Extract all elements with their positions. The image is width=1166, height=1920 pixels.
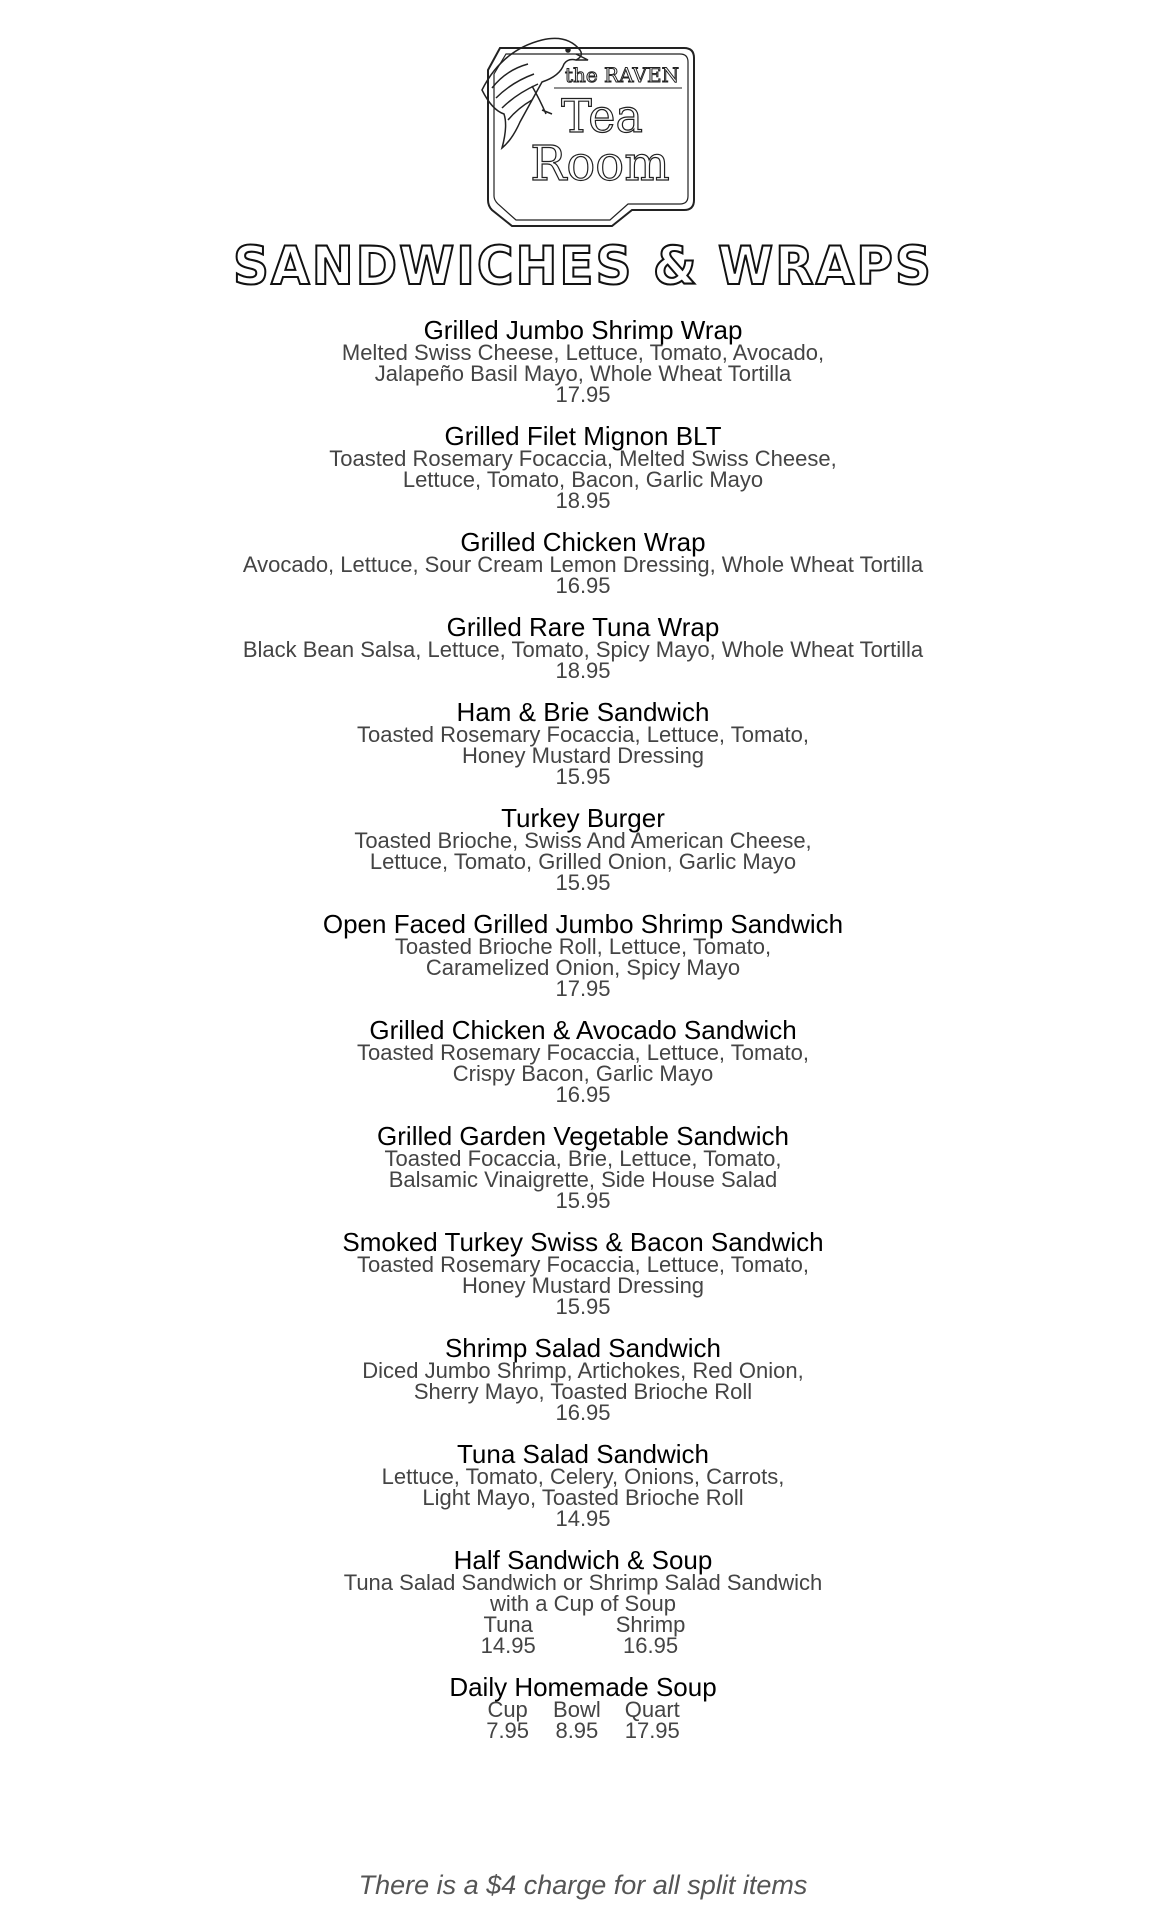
item-price: 15.95 [555, 764, 611, 789]
menu-item [0, 803, 1166, 895]
menu-item [0, 909, 1166, 1001]
price-option-tuna [481, 1614, 536, 1656]
logo-text-raven: the RAVEN [564, 63, 680, 87]
raven-logo [472, 30, 704, 230]
option-label: Tuna [483, 1612, 533, 1637]
option-label: Bowl [553, 1697, 601, 1722]
item-name: Tuna Salad Sandwich [457, 1439, 709, 1469]
menu-item [0, 1439, 1166, 1531]
item-name: Grilled Garden Vegetable Sandwich [377, 1121, 789, 1151]
option-price: 14.95 [480, 1633, 536, 1658]
item-name: Half Sandwich & Soup [453, 1545, 713, 1575]
item-description: Toasted Rosemary Focaccia, Melted Swiss Cheese, Lettuce, Tomato, Bacon, Garlic Mayo [329, 446, 837, 492]
menu-list [0, 315, 1166, 1760]
section-heading: SANDWICHES & WRAPS [233, 235, 933, 297]
option-price: 7.95 [486, 1718, 530, 1743]
item-description: Toasted Rosemary Focaccia, Lettuce, Tomato, Honey Mustard Dressing [356, 722, 810, 768]
item-name: Grilled Rare Tuna Wrap [446, 612, 720, 642]
item-price: 17.95 [555, 382, 611, 407]
menu-item [0, 527, 1166, 598]
item-description: Diced Jumbo Shrimp, Artichokes, Red Onion, Sherry Mayo, Toasted Brioche Roll [362, 1358, 804, 1404]
item-description: Toasted Rosemary Focaccia, Lettuce, Tomato, Honey Mustard Dressing [356, 1252, 810, 1298]
price-option-quart [625, 1699, 680, 1741]
item-name: Grilled Chicken & Avocado Sandwich [369, 1015, 797, 1045]
price-option-shrimp [616, 1614, 686, 1656]
option-price: 16.95 [623, 1633, 679, 1658]
logo-text-room: Room [530, 136, 670, 192]
option-price: 8.95 [555, 1718, 599, 1743]
item-name: Ham & Brie Sandwich [456, 697, 710, 727]
menu-item [0, 421, 1166, 513]
option-label: Quart [624, 1697, 680, 1722]
menu-item [0, 1121, 1166, 1213]
menu-item [0, 1227, 1166, 1319]
item-description: Toasted Brioche, Swiss And American Cheese, Lettuce, Tomato, Grilled Onion, Garlic Mayo [354, 828, 812, 874]
item-description: Toasted Focaccia, Brie, Lettuce, Tomato, Balsamic Vinaigrette, Side House Salad [384, 1146, 782, 1192]
option-price: 17.95 [624, 1718, 680, 1743]
option-label: Cup [487, 1697, 528, 1722]
item-description: Toasted Brioche Roll, Lettuce, Tomato, Caramelized Onion, Spicy Mayo [394, 934, 772, 980]
item-price: 16.95 [555, 1082, 611, 1107]
item-description: Lettuce, Tomato, Celery, Onions, Carrots, Light Mayo, Toasted Brioche Roll [381, 1464, 785, 1510]
menu-item [0, 1333, 1166, 1425]
price-option-bowl [553, 1699, 601, 1741]
menu-item [0, 697, 1166, 789]
item-description: Black Bean Salsa, Lettuce, Tomato, Spicy Mayo, Whole Wheat Tortilla [242, 637, 924, 662]
item-price: 15.95 [555, 870, 611, 895]
item-price: 15.95 [555, 1294, 611, 1319]
item-name: Open Faced Grilled Jumbo Shrimp Sandwich [322, 909, 844, 939]
item-description: Melted Swiss Cheese, Lettuce, Tomato, Avocado, Jalapeño Basil Mayo, Whole Wheat Tortilla [341, 340, 825, 386]
item-price: 18.95 [555, 658, 611, 683]
option-label: Shrimp [615, 1612, 686, 1637]
item-description: Avocado, Lettuce, Sour Cream Lemon Dressing, Whole Wheat Tortilla [242, 552, 924, 577]
item-name: Grilled Filet Mignon BLT [444, 421, 722, 451]
item-name: Grilled Chicken Wrap [460, 527, 706, 557]
item-price: 18.95 [555, 488, 611, 513]
price-options [0, 1699, 1166, 1741]
menu-item [0, 315, 1166, 407]
price-option-cup [486, 1699, 529, 1741]
item-price: 14.95 [555, 1506, 611, 1531]
item-name: Shrimp Salad Sandwich [444, 1333, 722, 1363]
item-name: Daily Homemade Soup [449, 1672, 717, 1702]
logo-text-tea: Tea [561, 89, 643, 143]
item-name: Grilled Jumbo Shrimp Wrap [423, 315, 743, 345]
price-options [0, 1614, 1166, 1656]
item-price: 16.95 [555, 573, 611, 598]
item-description: Tuna Salad Sandwich or Shrimp Salad Sandwich with a Cup of Soup [343, 1570, 823, 1616]
split-charge-note: There is a $4 charge for all split items [358, 1870, 808, 1900]
menu-item [0, 1015, 1166, 1107]
menu-item [0, 612, 1166, 683]
item-price: 15.95 [555, 1188, 611, 1213]
item-name: Turkey Burger [501, 803, 665, 833]
item-price: 17.95 [555, 976, 611, 1001]
item-name: Smoked Turkey Swiss & Bacon Sandwich [342, 1227, 824, 1257]
soup-item [0, 1672, 1166, 1743]
item-price: 16.95 [555, 1400, 611, 1425]
half-sandwich-item [0, 1545, 1166, 1658]
item-description: Toasted Rosemary Focaccia, Lettuce, Tomato, Crispy Bacon, Garlic Mayo [356, 1040, 810, 1086]
